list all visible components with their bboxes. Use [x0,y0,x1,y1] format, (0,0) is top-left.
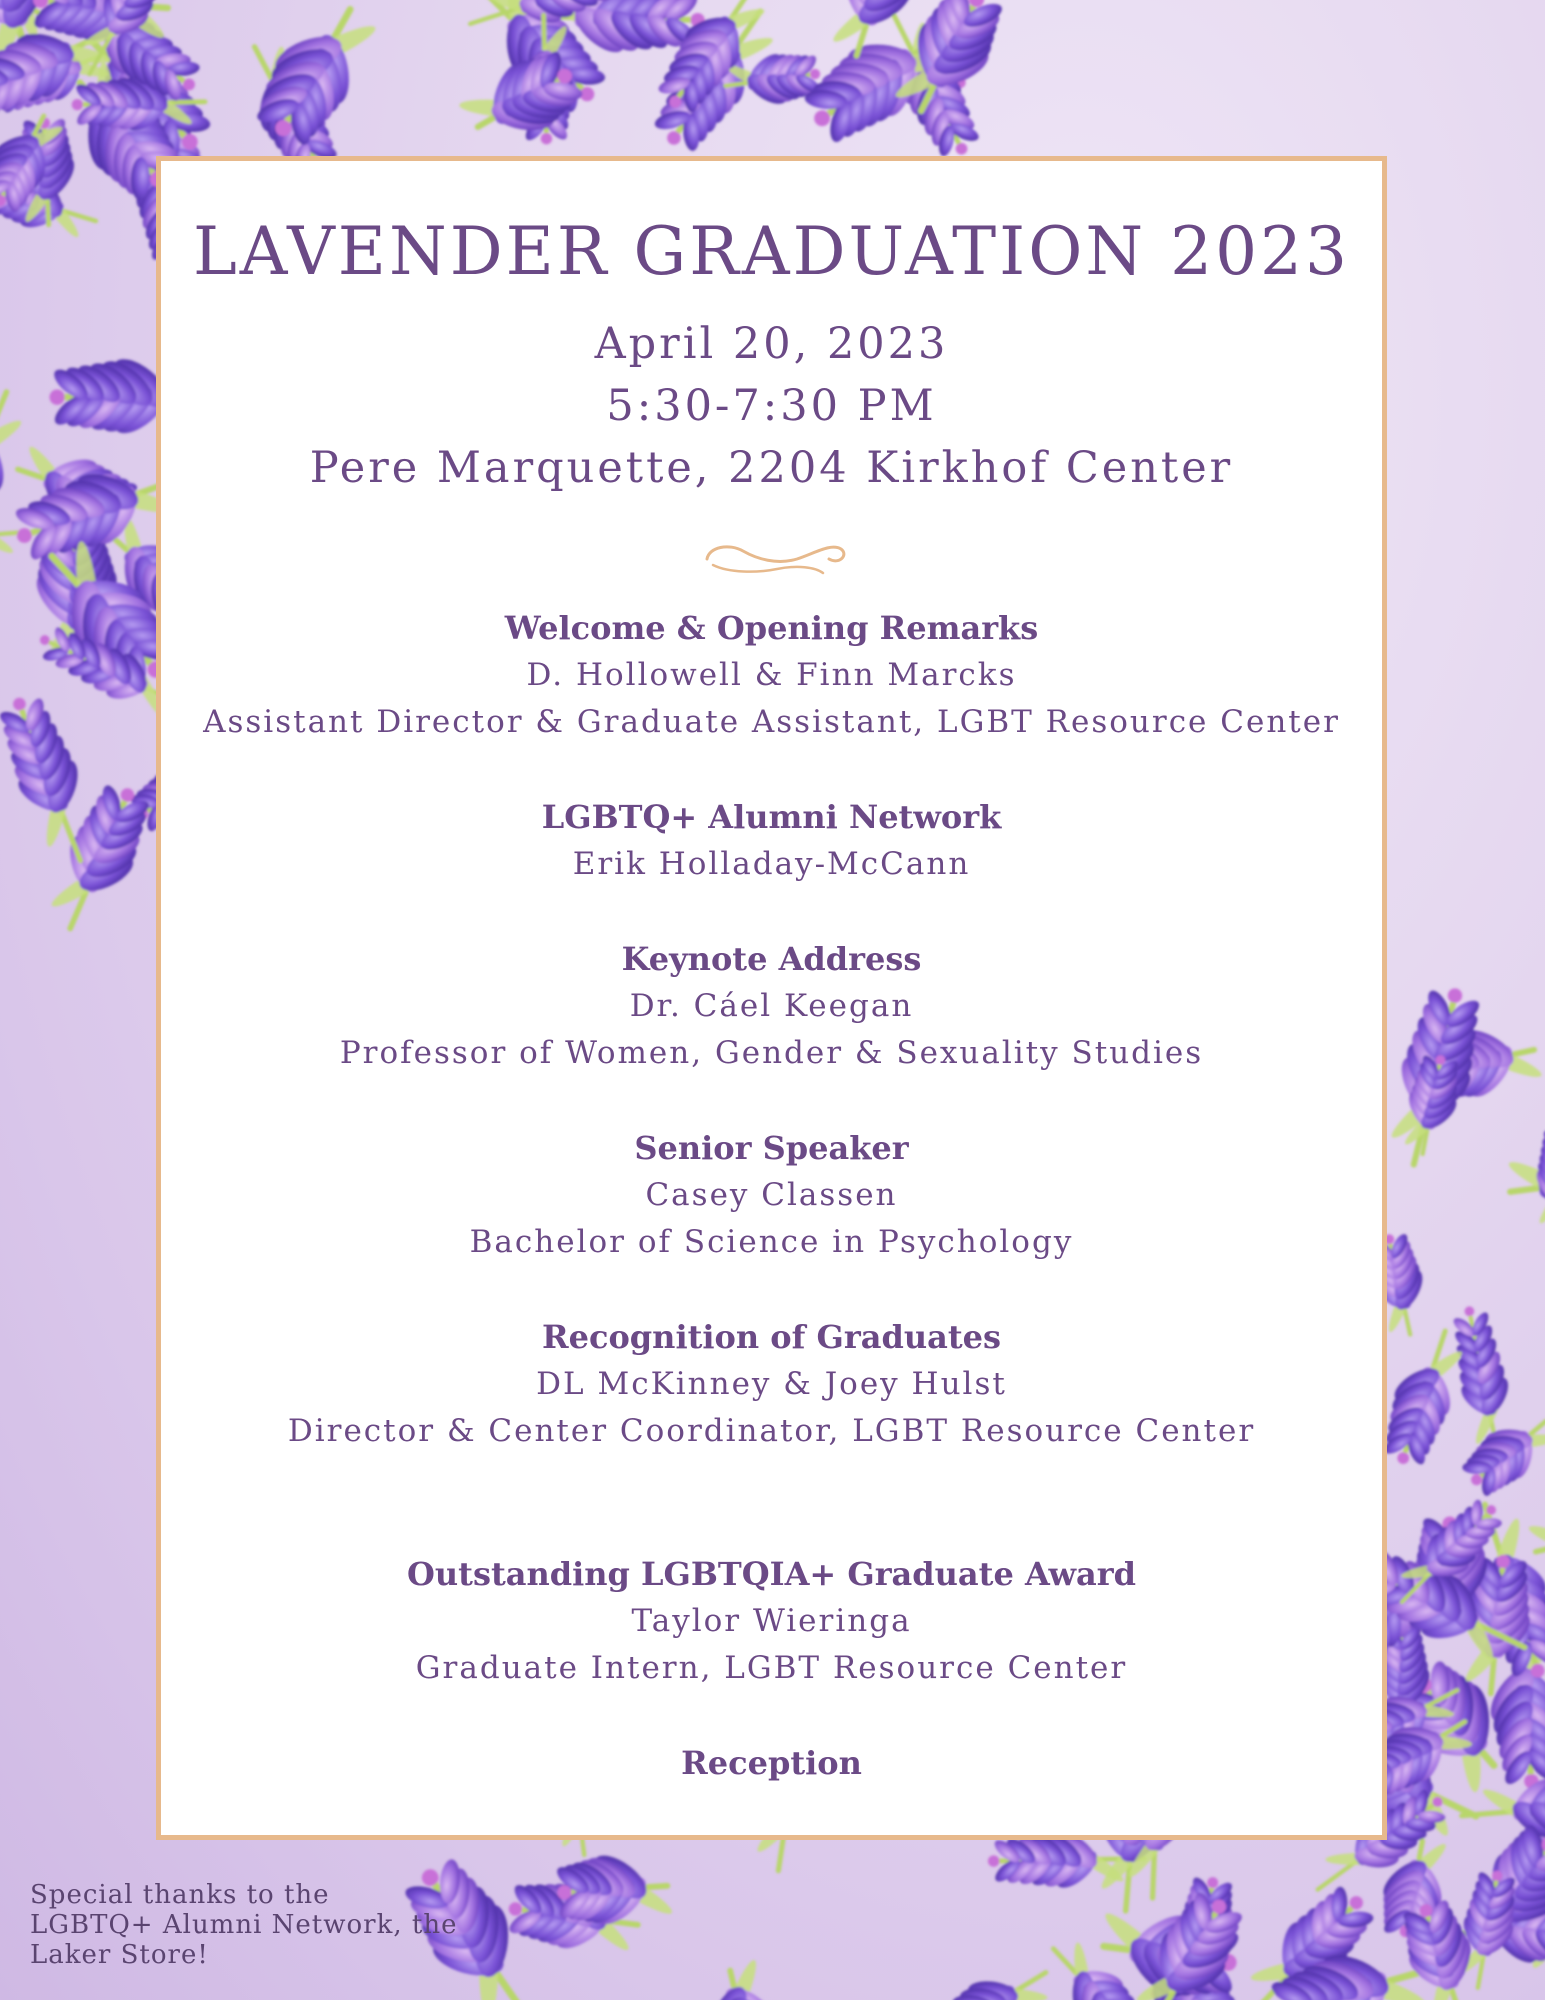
program-line: Graduate Intern, LGBT Resource Center [415,1650,1128,1686]
program-line: Bachelor of Science in Psychology [469,1224,1074,1260]
event-date: April 20, 2023 [594,319,949,369]
program-heading-keynote: Keynote Address [621,940,922,978]
swirl-ornament-icon [699,529,849,589]
program-line: Director & Center Coordinator, LGBT Resource Center [287,1413,1256,1449]
program-heading-reception: Reception [681,1744,862,1782]
program-line: Taylor Wieringa [631,1603,912,1639]
program-line: Dr. Cáel Keegan [629,988,914,1024]
special-thanks-note: Special thanks to the LGBTQ+ Alumni Network, the Laker Store! [30,1880,458,1970]
program-heading-alumni-network: LGBTQ+ Alumni Network [541,798,1002,836]
program-line: Professor of Women, Gender & Sexuality Studies [339,1035,1204,1071]
program-heading-welcome: Welcome & Opening Remarks [504,609,1039,647]
program-line: Assistant Director & Graduate Assistant, LGBT Resource Center [203,704,1340,740]
event-time: 5:30-7:30 PM [606,381,937,431]
program-line: Casey Classen [645,1177,898,1213]
program-heading-senior-speaker: Senior Speaker [634,1129,909,1167]
program-line: D. Hollowell & Finn Marcks [526,657,1017,693]
page-title: LAVENDER GRADUATION 2023 [192,213,1351,290]
program-heading-award: Outstanding LGBTQIA+ Graduate Award [407,1555,1136,1593]
event-location: Pere Marquette, 2204 Kirkhof Center [309,443,1234,493]
program-card [156,156,1387,1840]
program-line: Erik Holladay-McCann [572,846,971,882]
program-line: DL McKinney & Joey Hulst [536,1366,1007,1402]
program-heading-recognition: Recognition of Graduates [542,1318,1001,1356]
